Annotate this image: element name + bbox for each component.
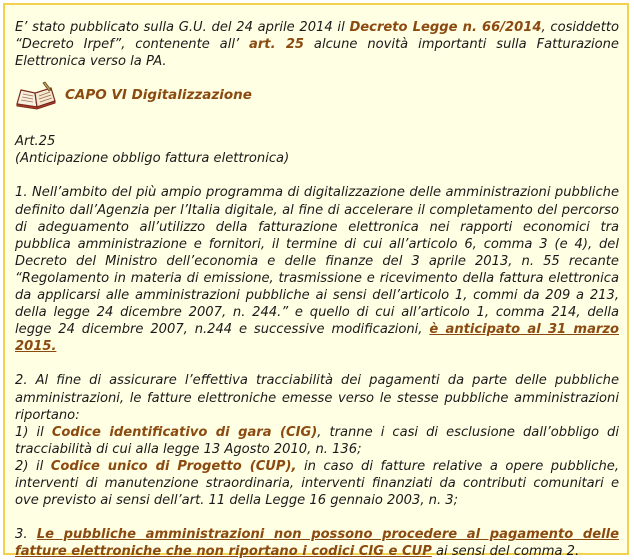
paragraph-3-text: ai sensi del comma 2. xyxy=(431,544,580,560)
paragraph-1-text: 1. Nell’ambito del più ampio programma di digitalizzazione delle amministrazioni pubbliche definito dall’Agenzia per l’Italia digitale, al fine di accelerare il completamento del percorso di adeguamento all’utilizzo della fatturazione elettronica nei rapporti economici tra pubblica amministrazione e fornitori, il termine di cui all’articolo 6, comma 3 (e 4), del Decreto del Ministro dell’economia e delle finanze del 3 aprile 2013, n. 55 recante “Regolamento in materia di emissione, trasmissione e ricevimento della fattura elettronica da applicarsi alle amministrazioni pubbliche ai sensi dell’articolo 1, commi da 209 a 213, della legge 24 dicembre 2007, n. 244.” e quello di cui all’articolo 1, comma 214, della legge 24 dicembre 2007, n.244 e successive modificazioni, xyxy=(15,185,619,338)
cig-label: Codice identificativo di gara (CIG) xyxy=(51,424,318,440)
paragraph-3-prefix: 3. xyxy=(15,527,37,543)
intro-text-2: , cosiddetto “Decreto Irpef”, contenente all’ xyxy=(15,20,619,53)
payment-rule: Le pubbliche amministrazioni non possono procedere al pagamento delle fatture elettroniche che non riportano i codici CIG e CUP xyxy=(15,527,620,560)
content xyxy=(15,19,619,560)
intro-text-3: alcune novità importanti sulla Fatturazione Elettronica verso la PA. xyxy=(15,37,619,70)
decreto-link: Decreto Legge n. 66/2014 xyxy=(349,20,542,35)
intro-text-1: E’ stato pubblicato sulla G.U. del 24 aprile 2014 il xyxy=(15,20,350,35)
info-box xyxy=(3,3,629,560)
article-number: Art.25 xyxy=(15,134,56,150)
item-2-prefix: 2) il xyxy=(15,458,51,474)
paragraph-2-intro: 2. Al fine di assicurare l’effettiva tracciabilità dei pagamenti da parte delle pubbliche amministrazioni, le fatture elettroniche emesse verso le stesse pubbliche amministrazioni riportano: xyxy=(15,373,619,423)
paragraph-3 xyxy=(15,526,619,560)
open-book-icon xyxy=(15,80,57,110)
intro-paragraph xyxy=(15,19,619,70)
item-1-text: , tranne i casi di esclusione dall’obbligo di tracciabilità di cui alla legge 13 Agosto 2010, n. 136; xyxy=(15,424,619,457)
deadline-text: è anticipato al 31 marzo 2015. xyxy=(15,322,619,355)
capo-title: CAPO VI Digitalizzazione xyxy=(65,86,252,103)
item-1-prefix: 1) il xyxy=(15,424,52,440)
cup-label: Codice unico di Progetto (CUP), xyxy=(50,458,297,474)
paragraph-2 xyxy=(15,372,619,509)
article-ref: art. 25 xyxy=(249,37,305,53)
capo-heading xyxy=(15,78,619,112)
item-2-text: in caso di fatture relative a opere pubbliche, interventi di manutenzione straordinaria, interventi finanziati da contributi comunitari e ove previsto ai sensi dell’art. 11 della Legge 16 gennaio 2003, n. 3; xyxy=(15,458,619,509)
article-subtitle: (Anticipazione obbligo fattura elettronica) xyxy=(15,151,290,167)
paragraph-1 xyxy=(15,184,619,355)
